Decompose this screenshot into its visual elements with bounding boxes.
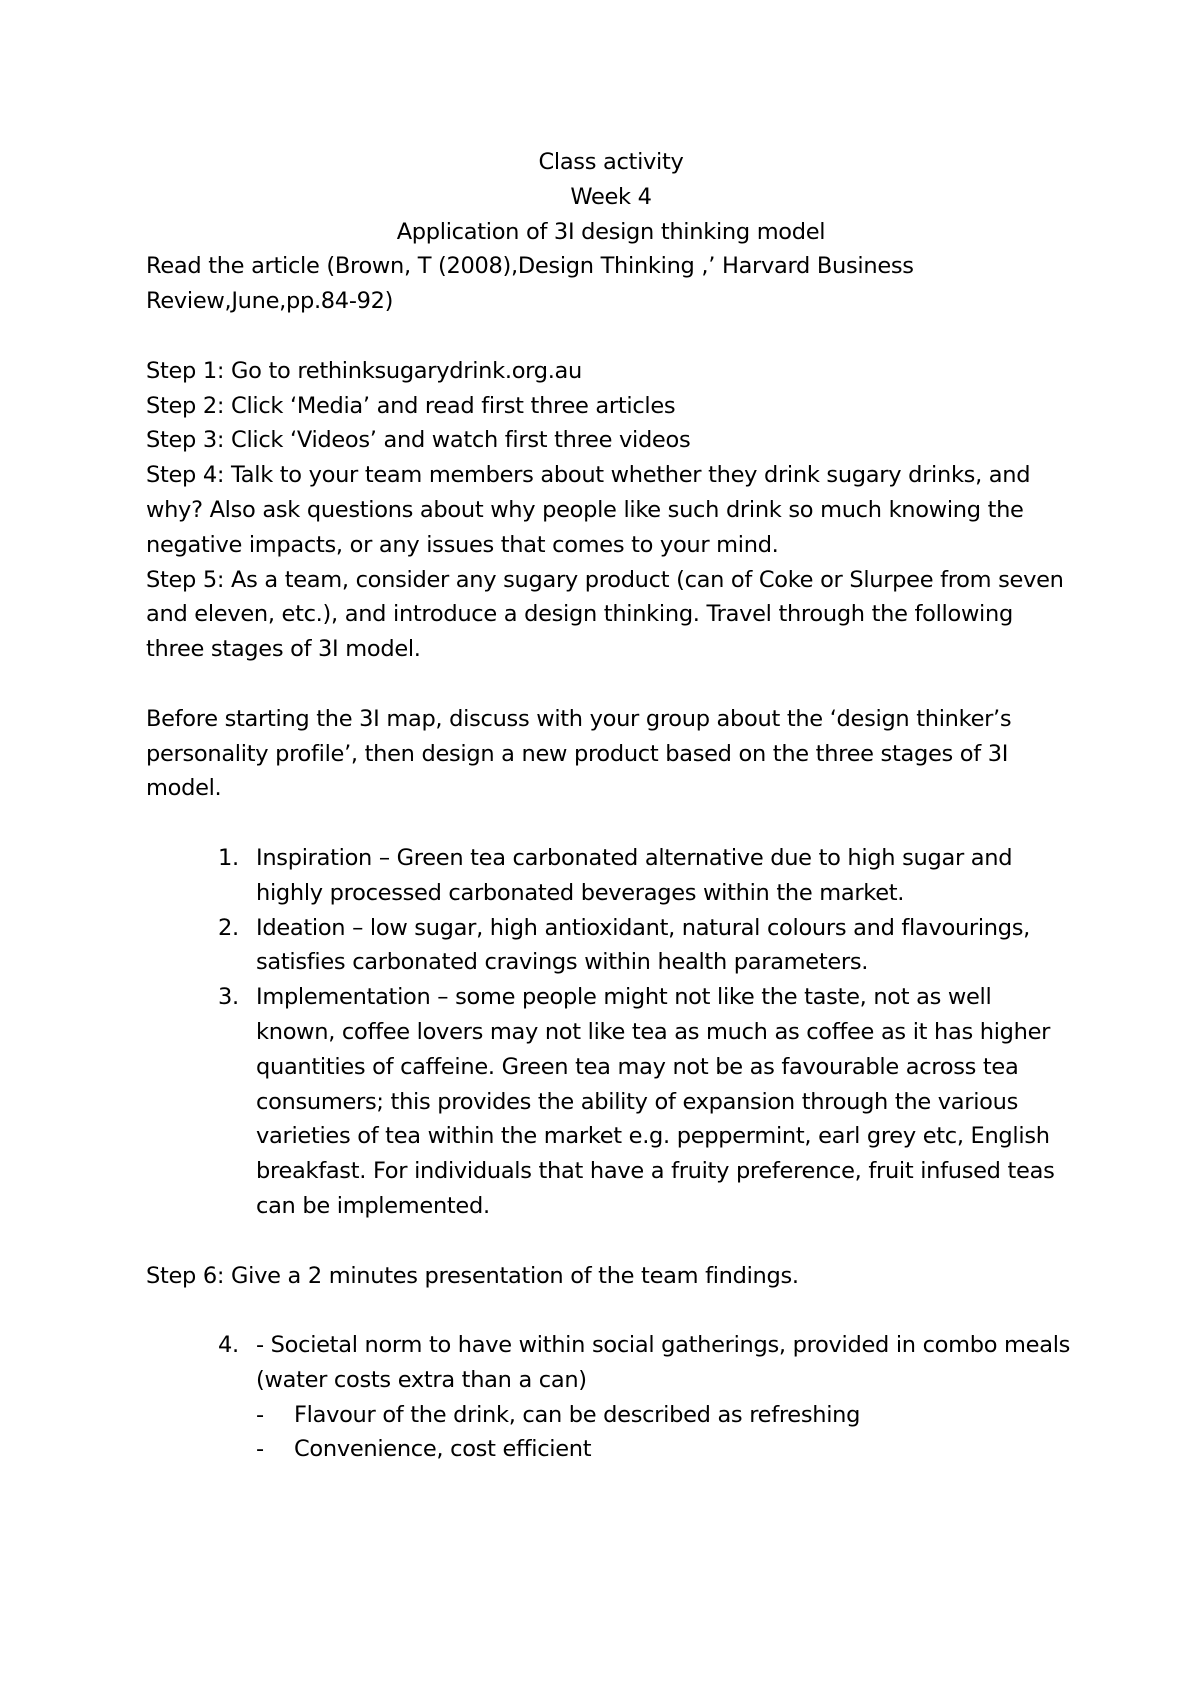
stage-text: Inspiration – Green tea carbonated alternative due to high sugar and highly processed carbonated beverages within the market. [256, 844, 1013, 906]
stage-text: Implementation – some people might not like the taste, not as well known, coffee lovers may not like tea as much as coffee as it has higher quantities of caffeine. Green tea may not be as favourable across tea consumers; this provides the ability of expansion through the various varieties of tea within the market e.g. peppermint, earl grey etc, English breakfast. For individuals that have a fruity preference, fruit infused teas can be implemented. [256, 984, 1055, 1219]
dash-marker: - [256, 1401, 264, 1428]
document-body [146, 145, 1076, 1467]
finding-text: - Societal norm to have within social gatherings, provided in combo meals (water costs extra than a can) [256, 1332, 1071, 1393]
page-title: Class activity [538, 149, 684, 175]
bullet-item [146, 1398, 1076, 1433]
bullet-item [146, 1432, 1076, 1467]
spacer [146, 319, 1076, 354]
article-reference: Read the article (Brown, T (2008),Design Thinking ,’ Harvard Business Review,June,pp.84-92) [146, 253, 914, 315]
stage-ideation [146, 911, 1076, 981]
spacer [146, 1224, 1076, 1259]
step-6: Step 6: Give a 2 minutes presentation of the team findings. [146, 1262, 799, 1289]
bullet-text: Flavour of the drink, can be described as refreshing [294, 1401, 861, 1428]
findings-list [146, 1328, 1076, 1398]
step-5: Step 5: As a team, consider any sugary product (can of Coke or Slurpee from seven and eleven, etc.), and introduce a design thinking. Travel through the following three stages of 3I model. [146, 566, 1064, 663]
finding-item [146, 1328, 1076, 1398]
bullet-text: Convenience, cost efficient [294, 1436, 592, 1463]
before-instructions: Before starting the 3I map, discuss with your group about the ‘design thinker’s personality profile’, then design a new product based on the three stages of 3I model. [146, 705, 1012, 802]
stage-text: Ideation – low sugar, high antioxidant, natural colours and flavourings, satisfies carbonated cravings within health parameters. [256, 914, 1031, 976]
spacer [146, 806, 1076, 841]
list-number: 3. [218, 984, 239, 1011]
list-number: 2. [218, 914, 239, 941]
list-number: 4. [218, 1332, 239, 1359]
week-label: Week 4 [570, 183, 652, 210]
spacer [146, 667, 1076, 702]
step-4: Step 4: Talk to your team members about whether they drink sugary drinks, and why? Also ask questions about why people like such drink so much knowing the negative impacts, or any issues that comes to your mind. [146, 462, 1031, 558]
stages-list [146, 841, 1076, 1224]
page-subtitle: Application of 3I design thinking model [396, 218, 826, 245]
dash-marker: - [256, 1436, 264, 1463]
list-number: 1. [218, 844, 239, 871]
step-3: Step 3: Click ‘Videos’ and watch first three videos [146, 427, 691, 454]
stage-implementation [146, 980, 1076, 1224]
step-2: Step 2: Click ‘Media’ and read first three articles [146, 392, 676, 419]
stage-inspiration [146, 841, 1076, 911]
spacer [146, 1293, 1076, 1328]
step-1: Step 1: Go to rethinksugarydrink.org.au [146, 357, 582, 384]
findings-bullets [146, 1398, 1076, 1468]
